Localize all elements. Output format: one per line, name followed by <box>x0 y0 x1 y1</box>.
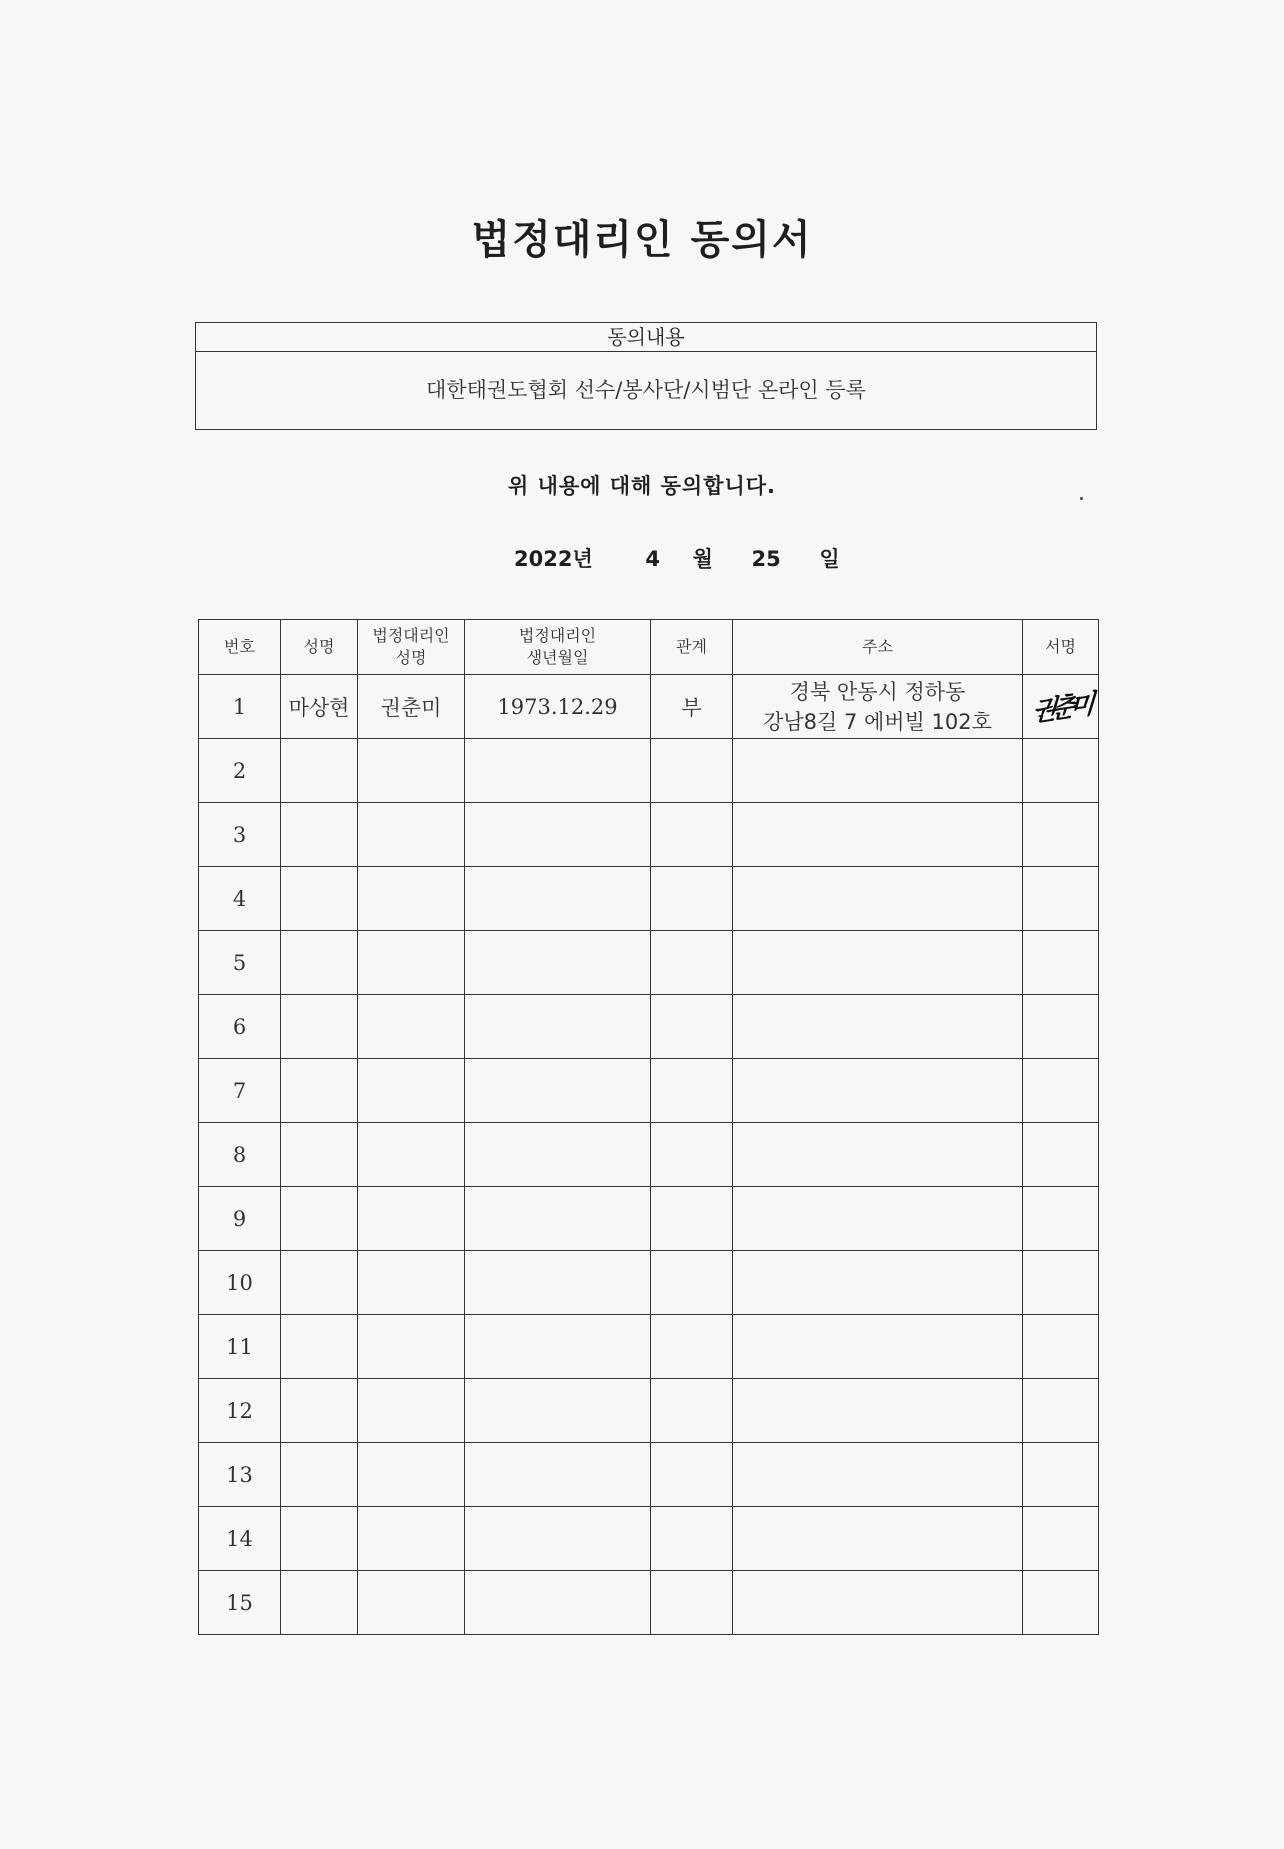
header-guardian-birth: 법정대리인 생년월일 <box>465 620 651 675</box>
empty-cell <box>1023 1379 1099 1443</box>
empty-cell <box>733 1251 1023 1315</box>
row-no: 5 <box>199 931 281 995</box>
table-row <box>199 1443 1099 1507</box>
empty-cell <box>733 1571 1023 1635</box>
empty-cell <box>1023 931 1099 995</box>
empty-cell <box>465 931 651 995</box>
empty-cell <box>1023 1251 1099 1315</box>
empty-cell <box>465 739 651 803</box>
table-row <box>199 931 1099 995</box>
row-relation: 부 <box>651 675 733 739</box>
empty-cell <box>358 1251 465 1315</box>
empty-cell <box>465 995 651 1059</box>
empty-cell <box>465 1059 651 1123</box>
empty-cell <box>281 1507 358 1571</box>
empty-cell <box>281 739 358 803</box>
header-signature: 서명 <box>1023 620 1099 675</box>
empty-cell <box>1023 739 1099 803</box>
date-day-label: 일 <box>819 547 840 571</box>
table-row <box>199 1507 1099 1571</box>
empty-cell <box>733 1315 1023 1379</box>
row-no: 13 <box>199 1443 281 1507</box>
empty-cell <box>465 803 651 867</box>
empty-cell <box>1023 1571 1099 1635</box>
empty-cell <box>1023 1507 1099 1571</box>
empty-cell <box>733 1379 1023 1443</box>
row-no: 2 <box>199 739 281 803</box>
row-no: 4 <box>199 867 281 931</box>
registration-table <box>198 619 1099 1635</box>
empty-cell <box>1023 995 1099 1059</box>
empty-cell <box>733 1059 1023 1123</box>
empty-cell <box>651 1059 733 1123</box>
empty-cell <box>651 931 733 995</box>
header-address: 주소 <box>733 620 1023 675</box>
empty-cell <box>1023 1123 1099 1187</box>
empty-cell <box>358 995 465 1059</box>
empty-cell <box>358 1187 465 1251</box>
empty-cell <box>651 1123 733 1187</box>
empty-cell <box>465 1443 651 1507</box>
handwritten-signature: 권춘미 <box>1030 689 1090 729</box>
empty-cell <box>465 1251 651 1315</box>
empty-cell <box>733 739 1023 803</box>
empty-cell <box>281 1123 358 1187</box>
address-line-1: 경북 안동시 정하동 <box>789 679 966 704</box>
empty-cell <box>281 931 358 995</box>
empty-cell <box>358 803 465 867</box>
empty-cell <box>358 1123 465 1187</box>
empty-cell <box>733 1187 1023 1251</box>
empty-cell <box>651 867 733 931</box>
date-year: 2022년 <box>514 547 593 571</box>
empty-cell <box>281 1059 358 1123</box>
empty-cell <box>281 995 358 1059</box>
empty-cell <box>465 1315 651 1379</box>
empty-cell <box>465 1187 651 1251</box>
empty-cell <box>358 1379 465 1443</box>
empty-cell <box>358 1059 465 1123</box>
empty-cell <box>651 1507 733 1571</box>
table-row <box>199 1123 1099 1187</box>
header-relation: 관계 <box>651 620 733 675</box>
consent-header: 동의내용 <box>196 323 1096 352</box>
row-signature <box>1023 675 1099 739</box>
row-no: 7 <box>199 1059 281 1123</box>
empty-cell <box>465 867 651 931</box>
table-row <box>199 675 1099 739</box>
empty-cell <box>1023 1187 1099 1251</box>
row-no: 14 <box>199 1507 281 1571</box>
table-row <box>199 739 1099 803</box>
empty-cell <box>651 803 733 867</box>
row-no: 9 <box>199 1187 281 1251</box>
consent-content: 대한태권도협회 선수/봉사단/시범단 온라인 등록 <box>426 378 866 402</box>
table-row <box>199 1251 1099 1315</box>
empty-cell <box>651 1315 733 1379</box>
empty-cell <box>358 1443 465 1507</box>
empty-cell <box>281 867 358 931</box>
empty-cell <box>651 1251 733 1315</box>
date-day: 25 <box>751 547 781 571</box>
row-no: 1 <box>199 675 281 739</box>
empty-cell <box>281 1443 358 1507</box>
empty-cell <box>465 1379 651 1443</box>
empty-cell <box>1023 1059 1099 1123</box>
empty-cell <box>733 1443 1023 1507</box>
page-title: 법정대리인 동의서 <box>471 217 813 263</box>
table-row <box>199 995 1099 1059</box>
empty-cell <box>733 867 1023 931</box>
consent-box <box>195 322 1097 430</box>
table-row <box>199 867 1099 931</box>
row-no: 6 <box>199 995 281 1059</box>
empty-cell <box>733 931 1023 995</box>
empty-cell <box>358 931 465 995</box>
row-no: 3 <box>199 803 281 867</box>
empty-cell <box>651 995 733 1059</box>
header-no: 번호 <box>199 620 281 675</box>
empty-cell <box>733 1507 1023 1571</box>
row-guardian-name: 권춘미 <box>358 675 465 739</box>
empty-cell <box>1023 1443 1099 1507</box>
empty-cell <box>281 803 358 867</box>
row-no: 10 <box>199 1251 281 1315</box>
empty-cell <box>465 1123 651 1187</box>
empty-cell <box>651 1443 733 1507</box>
agreement-statement: 위 내용에 대해 동의합니다. <box>507 474 777 498</box>
empty-cell <box>1023 803 1099 867</box>
header-guardian-name: 법정대리인 성명 <box>358 620 465 675</box>
empty-cell <box>281 1379 358 1443</box>
empty-cell <box>281 1571 358 1635</box>
table-header-row <box>199 620 1099 675</box>
table-row <box>199 1187 1099 1251</box>
date-month-label: 월 <box>692 547 713 571</box>
empty-cell <box>1023 867 1099 931</box>
empty-cell <box>465 1507 651 1571</box>
empty-cell <box>733 803 1023 867</box>
empty-cell <box>358 867 465 931</box>
empty-cell <box>1023 1315 1099 1379</box>
row-no: 15 <box>199 1571 281 1635</box>
stray-mark <box>1080 497 1083 500</box>
row-no: 8 <box>199 1123 281 1187</box>
row-name: 마상현 <box>281 675 358 739</box>
empty-cell <box>465 1571 651 1635</box>
empty-cell <box>733 1123 1023 1187</box>
empty-cell <box>651 1187 733 1251</box>
date-line <box>514 543 840 573</box>
table-row <box>199 803 1099 867</box>
empty-cell <box>733 995 1023 1059</box>
row-no: 11 <box>199 1315 281 1379</box>
empty-cell <box>358 1507 465 1571</box>
empty-cell <box>281 1187 358 1251</box>
empty-cell <box>358 1315 465 1379</box>
empty-cell <box>358 1571 465 1635</box>
empty-cell <box>651 739 733 803</box>
table-row <box>199 1571 1099 1635</box>
empty-cell <box>651 1379 733 1443</box>
table-row <box>199 1059 1099 1123</box>
empty-cell <box>358 739 465 803</box>
header-name: 성명 <box>281 620 358 675</box>
row-guardian-birth: 1973.12.29 <box>465 675 651 739</box>
address-line-2: 강남8길 7 에버빌 102호 <box>763 709 992 734</box>
row-address <box>733 675 1023 739</box>
date-month: 4 <box>645 547 660 571</box>
table-row <box>199 1379 1099 1443</box>
empty-cell <box>651 1571 733 1635</box>
empty-cell <box>281 1251 358 1315</box>
table-row <box>199 1315 1099 1379</box>
empty-cell <box>281 1315 358 1379</box>
row-no: 12 <box>199 1379 281 1443</box>
